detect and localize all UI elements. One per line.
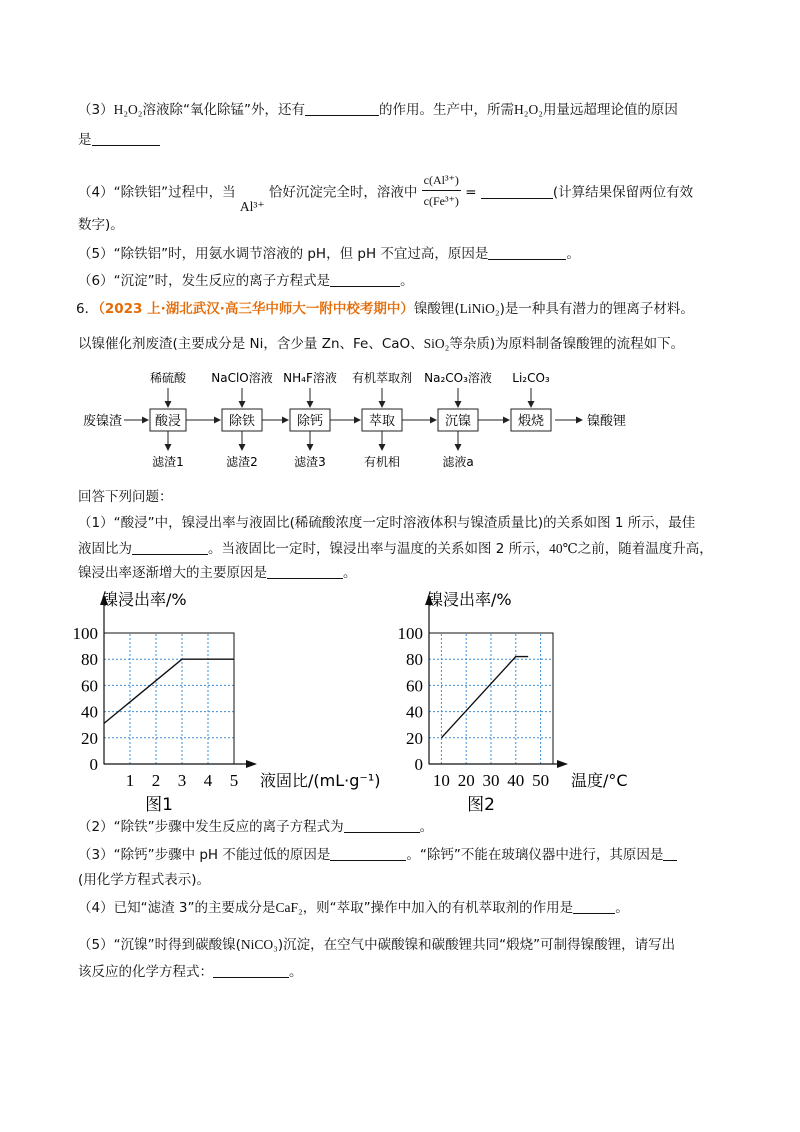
x-tick-label: 1 [125,771,135,790]
process-flow-diagram [0,362,800,477]
caf2-formula: CaF₂ [275,900,303,915]
plot-frame [104,633,234,764]
y-tick-label: 60 [406,676,423,696]
x-tick-label: 50 [532,771,550,790]
flow-step-label: 煅烧 [517,414,545,429]
h2o2-formula: H₂O₂ [514,102,543,117]
s5-line2: 该反应的化学方程式： 。 [78,964,303,980]
y-axis-label: 镍浸出率/% [427,590,512,609]
answer-blank[interactable] [344,818,420,833]
flow-input: 废镍渣 [83,414,123,429]
x-tick-label: 3 [177,771,187,790]
data-series-line [104,659,234,723]
answer-intro: 回答下列问题： [78,489,173,505]
x-tick-label: 20 [457,771,475,790]
flow-reagent: NaClO溶液 [211,371,273,385]
x-tick-label: 4 [203,771,213,790]
answer-blank[interactable] [213,963,289,978]
al3-ion: Al³⁺ [239,198,265,214]
flow-reagent: 稀硫酸 [149,371,187,385]
y-tick-label: 100 [72,624,98,643]
s5-line1: （5）“沉镍”时得到碳酸镍(NiCO₃)沉淀，在空气中碳酸镍和碳酸锂共同“煅烧”可制得镍酸锂，请写出 [78,937,676,953]
flow-product: 滤液a [442,455,474,469]
answer-blank[interactable] [573,899,615,914]
s3-line2: (用化学方程式表示)。 [78,872,211,888]
y-tick-label: 40 [406,702,423,722]
flow-reagent: NH₄F溶液 [283,371,337,385]
x-axis-label: 液固比/(mL·g⁻¹) [260,771,380,790]
answer-blank[interactable] [330,272,400,287]
problem-source: （2023 上·湖北武汉·高三华中师大一附中校考期中） [98,301,414,317]
flow-product: 滤渣2 [226,455,258,469]
y-tick-label: 100 [397,624,423,643]
flow-step-label: 除铁 [228,414,256,429]
answer-blank[interactable] [305,101,379,116]
x-axis-label: 温度/°C [571,771,628,790]
problem6-line2: 以镍催化剂废渣(主要成分是 Ni，含少量 Zn、Fe、CaO、SiO₂等杂质)为原料制备镍酸锂的流程如下。 [78,336,685,352]
answer-blank[interactable] [663,846,677,861]
flow-step-label: 除钙 [296,414,324,429]
x-tick-label: 2 [151,771,161,790]
answer-blank[interactable] [481,184,553,199]
s1-line3: 镍浸出率逐渐增大的主要原因是 。 [78,565,357,581]
answer-blank[interactable] [132,540,208,555]
s1-line1: （1）“酸浸”中，镍浸出率与液固比(稀硫酸浓度一定时溶液体积与镍渣质量比)的关系如图 1 所示，最佳 [78,515,696,531]
problem6-line1: 6．（2023 上·湖北武汉·高三华中师大一附中校考期中）镍酸锂(LiNiO₂)是一种具有潜力的锂离子材料。 [76,301,694,317]
flow-reagent: Na₂CO₃溶液 [424,371,492,385]
flow-product: 有机相 [363,455,401,469]
flow-output: 镍酸锂 [587,414,627,429]
y-tick-label: 40 [81,702,98,722]
s1-line2: 液固比为 。当液固比一定时，镍浸出率与温度的关系如图 2 所示，40℃之前，随着温度升高， [78,541,713,557]
y-tick-label: 80 [81,650,98,670]
s4-line: （4）已知“滤渣 3”的主要成分是CaF₂，则“萃取”操作中加入的有机萃取剂的作用是 。 [78,900,629,916]
y-tick-label: 20 [406,728,423,748]
x-axis-arrow [557,760,568,768]
x-axis-arrow [246,760,257,768]
y-tick-label: 0 [414,755,423,774]
q6-line: （6）“沉淀”时，发生反应的离子方程式是 。 [78,273,414,289]
sio2-formula: SiO₂ [423,336,450,351]
nico3-formula: NiCO₃ [240,937,278,952]
y-axis-label: 镍浸出率/% [102,590,187,609]
s3-line1: （3）“除钙”步骤中 pH 不能过低的原因是 。“除钙”不能在玻璃仪器中进行，其原因是 [78,845,677,865]
q3-line2: 是 [78,130,160,150]
q4-line2: 数字)。 [78,217,124,233]
q5-line: （5）“除铁铝”时，用氨水调节溶液的 pH，但 pH 不宜过高，原因是 。 [78,246,580,262]
x-tick-label: 10 [432,771,450,790]
x-tick-label: 5 [229,771,239,790]
flow-step-label: 沉镍 [444,414,472,429]
chart-figure-1 [60,585,380,815]
data-series-line [441,657,528,738]
answer-blank[interactable] [267,564,343,579]
linio2-formula: LiNiO₂ [459,301,500,316]
answer-blank[interactable] [488,245,566,260]
flow-reagent: Li₂CO₃ [512,371,550,385]
flow-step-label: 酸浸 [154,414,182,429]
flow-product: 滤渣1 [152,455,184,469]
y-tick-label: 80 [406,650,423,670]
y-tick-label: 0 [89,755,98,774]
flow-reagent: 有机萃取剂 [351,371,413,385]
x-tick-label: 40 [507,771,525,790]
chart-title: 图1 [145,795,173,815]
q4-line1: （4）“除铁铝”过程中，当 Al³⁺ 恰好沉淀完全时，溶液中 $\frac{\text{c(Al³⁺)}}{\text{c(Fe³⁺)}}$ = (计算结果保留两位有效 [78,172,693,213]
chart-title: 图2 [467,795,495,815]
h2o2-formula: H₂O₂ [113,102,143,117]
answer-blank[interactable] [330,846,406,861]
flow-step-label: 萃取 [368,414,396,429]
answer-blank[interactable] [92,131,160,146]
x-tick-label: 30 [482,771,500,790]
chart-figure-2 [385,585,715,815]
q3-line1: （3）H₂O₂溶液除“氧化除锰”外，还有 的作用。生产中，所需H₂O₂用量远超理论值的原因 [78,102,678,118]
y-tick-label: 20 [81,728,98,748]
y-tick-label: 60 [81,676,98,696]
concentration-ratio: $\frac{\text{c(Al³⁺)}}{\text{c(Fe³⁺)}}$ [422,170,461,211]
flow-product: 滤渣3 [294,455,326,469]
s2-line: （2）“除铁”步骤中发生反应的离子方程式为 。 [78,819,434,835]
